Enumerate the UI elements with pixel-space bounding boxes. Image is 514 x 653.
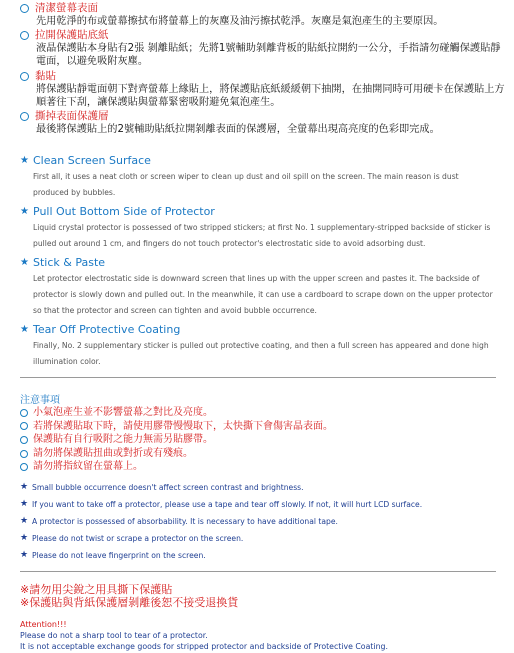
star-icon: ★ [20,533,29,543]
en-step-title: Tear Off Protective Coating [33,323,181,336]
zh-step-body: 先用乾淨的布或螢幕擦拭布將螢幕上的灰塵及油污擦拭乾淨。灰塵是氣泡產生的主要原因。 [36,16,444,27]
divider [20,377,496,378]
zh-step [20,29,510,68]
warning-en-line: It is not acceptable exchange goods for stripped protector and backside of Protective Coating. [20,641,388,651]
note-zh-item: 請勿將保護貼扭曲或對折或有殘痕。 [20,447,333,461]
en-step-body: Liquid crystal protector is possessed of two stripped stickers; at first No. 1 supplementary-stripped backside of sticker is pulled out around 1 cm, and fingers do not touch protector's electrostatic side to avoid adsorbing dust. [33,223,491,248]
circle-icon [20,436,28,444]
en-step-body: First all, it uses a neat cloth or screen wiper to clean up dust and oil spill on the screen. The main reason is dust produced by bubbles. [33,172,459,197]
note-zh-item: 保護貼有自行吸附之能力無需另貼膠帶。 [20,433,333,447]
en-step-body: Finally, No. 2 supplementary sticker is pulled out protective coating, and then a full screen has appeared and done high illumination color. [33,341,489,366]
en-step [20,254,500,319]
zh-step [20,110,510,136]
zh-step-body: 最後將保護貼上的2號輔助貼紙拉開剝離表面的保護層，全螢幕出現高亮度的色彩即完成。 [36,124,440,136]
zh-steps [20,2,510,137]
star-icon: ★ [20,516,29,526]
circle-icon [20,450,28,458]
zh-step-body: 將保護貼靜電面朝下對齊螢幕上緣貼上，將保護貼底紙緩緩朝下抽開，在抽開同時可用硬卡在保護貼上方順著往下刮，讓保護貼與螢幕緊密吸附避免氣泡產生。 [36,83,505,108]
zh-step-title: 拉開保護貼底紙 [35,29,109,42]
notes-en-list [20,479,422,564]
en-steps [20,152,500,372]
en-step [20,152,500,201]
warning-zh [20,583,238,609]
zh-step-body: 液晶保護貼本身貼有2張 剝離貼紙；先將1號輔助剝離背板的貼紙拉開約一公分，手指請勿碰觸保護貼靜電面，以避免吸附灰塵。 [36,43,501,68]
en-step [20,203,500,252]
star-icon: ★ [20,206,29,217]
en-step-title: Pull Out Bottom Side of Protector [33,205,215,218]
notes-zh-list [20,406,333,474]
divider [20,571,496,572]
star-icon: ★ [20,324,29,335]
zh-step [20,2,510,28]
circle-icon [20,112,29,121]
circle-icon [20,463,28,471]
circle-icon [20,422,28,430]
note-zh-item: 請勿將指紋留在螢幕上。 [20,460,333,474]
en-step-body: Let protector electrostatic side is downward screen that lines up with the upper screen and pastes it. The backside of protector is slowly down and pulled out. In the meanwhile, it can use a cardboard to scrape down on the upper protector so that the protector and screen can tighten and avoid bubble occurrence. [33,274,493,315]
circle-icon [20,409,28,417]
note-en-item: ★ Please do not leave fingerprint on the screen. [20,547,422,564]
note-en-item: ★ A protector is possessed of absorbability. It is necessary to have additional tape. [20,513,422,530]
zh-step-title: 清潔螢幕表面 [35,2,98,14]
star-icon: ★ [20,155,29,166]
zh-step-title: 黏貼 [35,69,56,82]
star-icon: ★ [20,550,29,560]
star-icon: ★ [20,257,29,268]
circle-icon [20,4,29,13]
note-en-item: ★ Please do not twist or scrape a protector on the screen. [20,530,422,547]
note-en-item: ★ Small bubble occurrence doesn't affect screen contrast and brightness. [20,479,422,496]
circle-icon [20,31,29,40]
warning-zh-line: ※請勿用尖銳之用具撕下保護貼 [20,583,173,596]
star-icon: ★ [20,482,29,492]
notes-title: 注意事項 [20,395,60,406]
note-zh-item: 若將保護貼取下時，請使用膠帶慢慢取下，太快撕下會傷害晶表面。 [20,420,333,434]
warning-zh-line: ※保護貼與背紙保護層剝離後恕不接受退換貨 [20,596,239,609]
circle-icon [20,72,29,81]
en-step-title: Clean Screen Surface [33,154,151,167]
zh-step [20,70,510,109]
note-en-item: ★ If you want to take off a protector, please use a tape and tear off slowly. If not, it will hurt LCD surface. [20,496,422,513]
zh-step-title: 撕掉表面保護層 [35,110,109,123]
warning-en-title: Attention!!! [20,620,67,629]
warning-en-line: Please do not a sharp tool to tear of a protector. [20,631,208,640]
warning-en [20,631,388,652]
star-icon: ★ [20,499,29,509]
note-zh-item: 小氣泡產生並不影響螢幕之對比及亮度。 [20,406,333,420]
en-step [20,321,500,370]
en-step-title: Stick & Paste [33,256,106,269]
